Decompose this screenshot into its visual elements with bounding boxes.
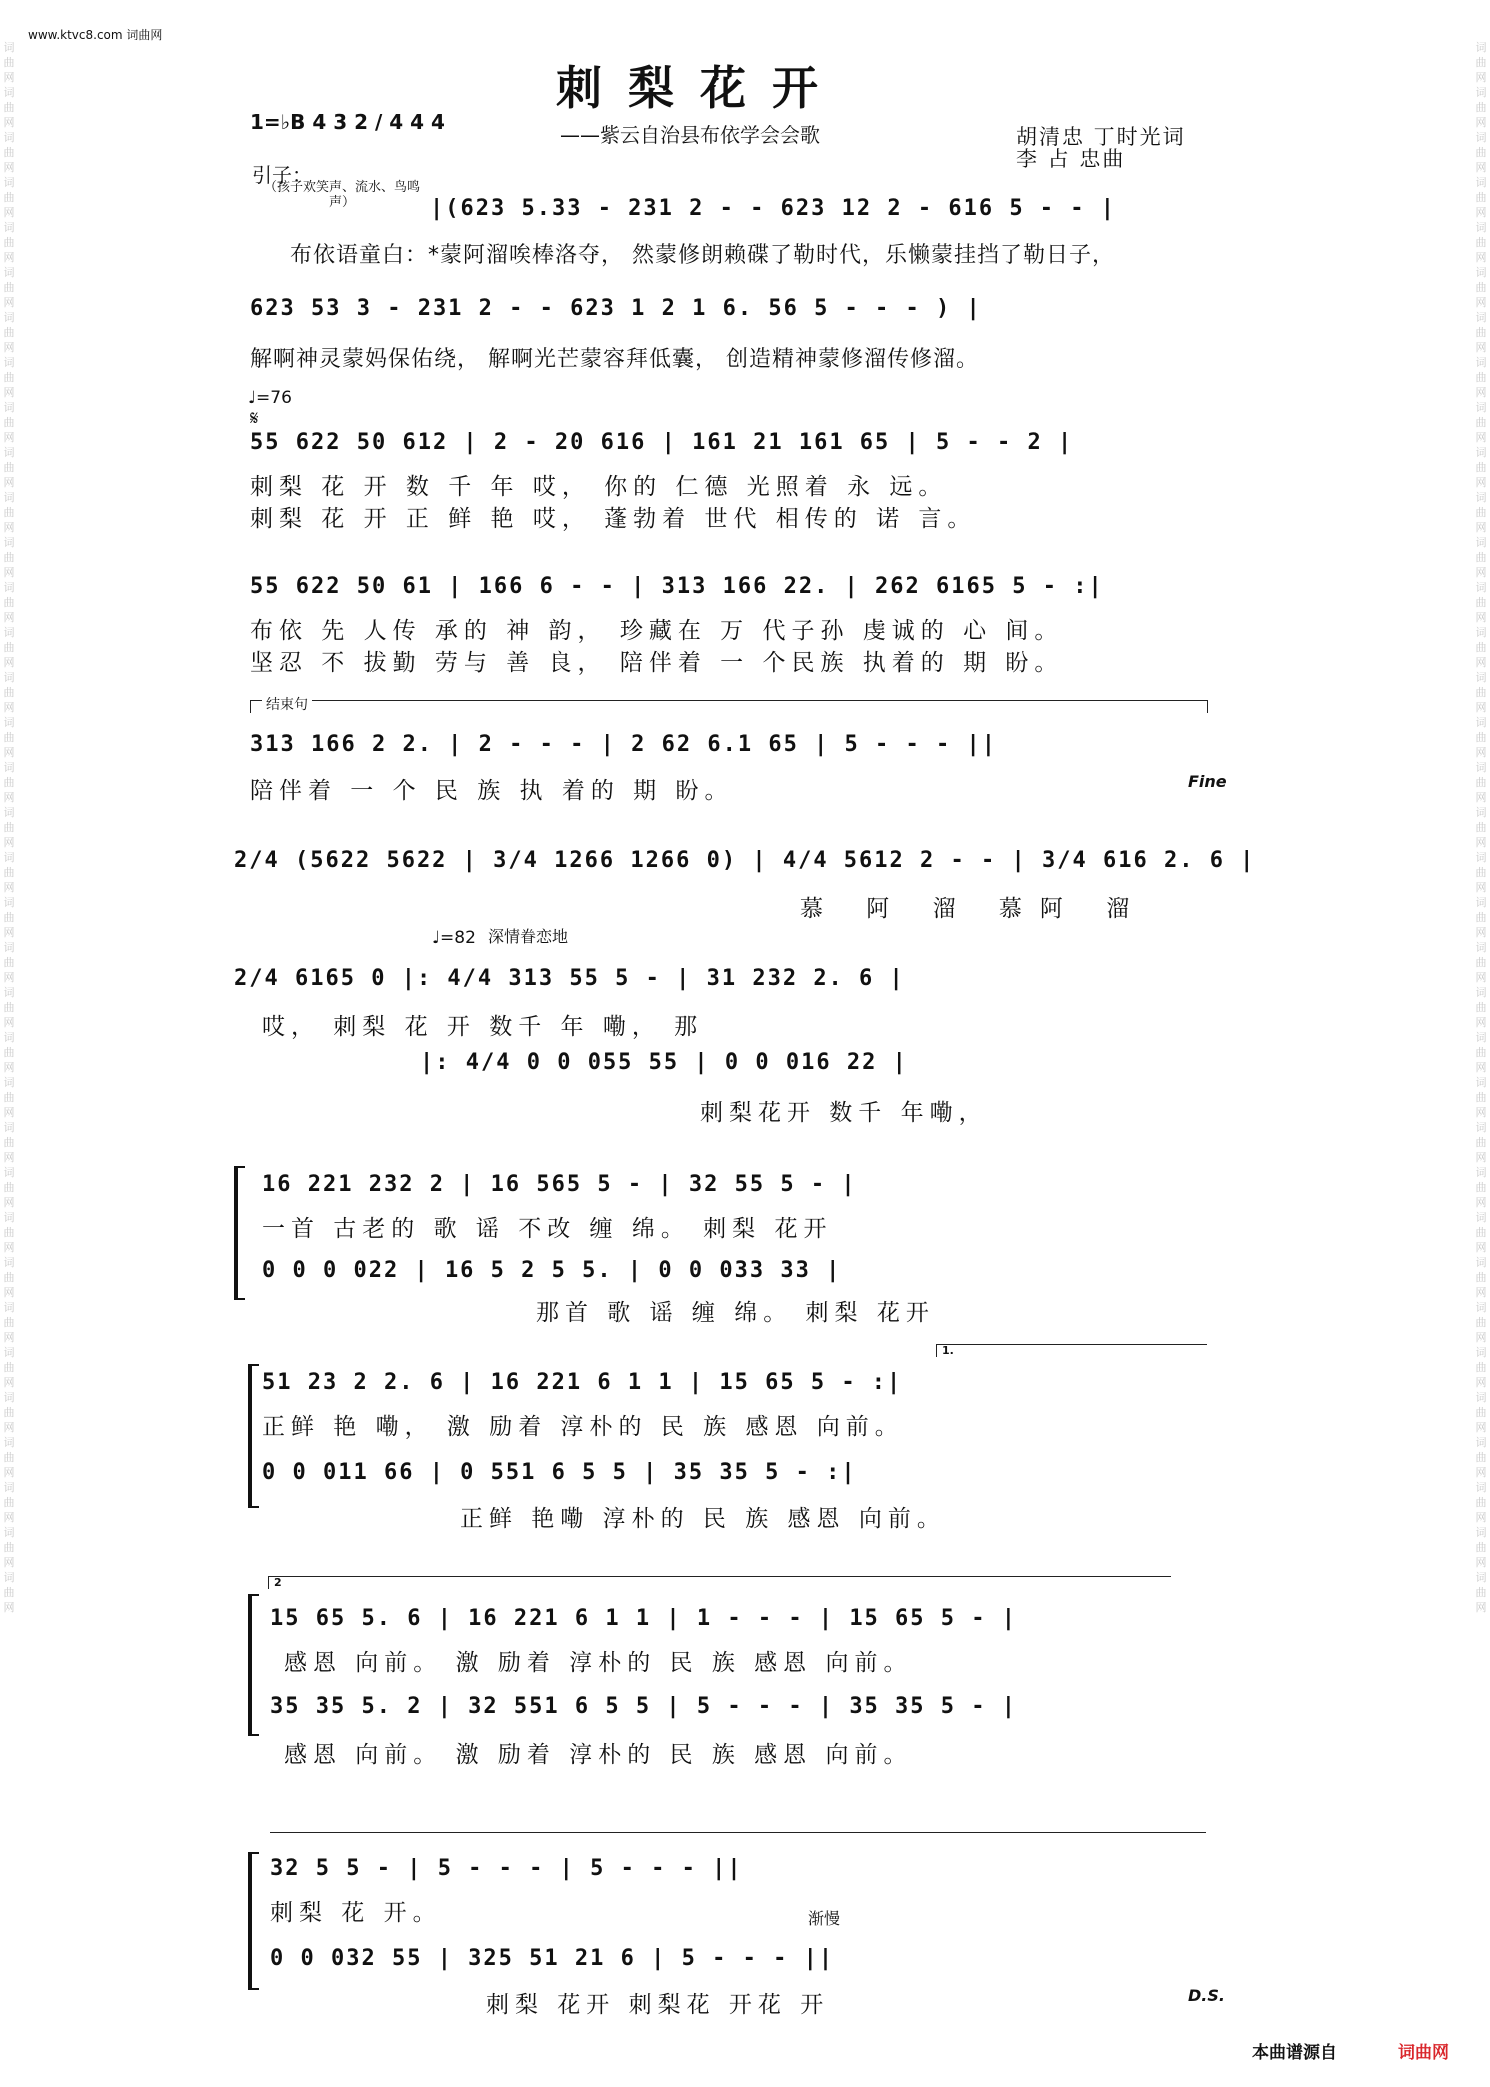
fine-marking: Fine — [1188, 772, 1227, 791]
footer-site[interactable]: 词曲网 — [1398, 2043, 1449, 2063]
music-row-3: 55 622 50 612 | 2 - 20 616 | 161 21 161 65 | 5 - - 2 | — [250, 430, 1074, 455]
music-row-2: 623 53 3 - 231 2 - - 623 1 2 1 6. 56 5 - - - ) | — [250, 296, 982, 321]
volta-1-bracket — [936, 1344, 1207, 1357]
lyric-row-4a: 布依 先 人传 承的 神 韵， 珍藏在 万 代子孙 虔诚的 心 间。 — [250, 618, 1064, 644]
intro-sound-note: （孩子欢笑声、流水、鸟鸣声） — [263, 180, 420, 210]
composer-credit: 李 占 忠曲 — [1016, 147, 1126, 171]
tempo-marking-2: ♩=82 — [432, 928, 476, 948]
music-row-11b: 0 0 032 55 | 325 51 21 6 | 5 - - - || — [270, 1946, 835, 1971]
segno-sign: 𝄋 — [250, 406, 259, 430]
music-row-6: 2/4 (5622 5622 | 3/4 1266 1266 0) | 4/4 5612 2 - - | 3/4 616 2. 6 | — [234, 848, 1256, 873]
system-bracket-8 — [234, 1166, 245, 1300]
volta-2-label: 2 — [274, 1576, 282, 1589]
volta-2-bracket — [268, 1576, 1171, 1589]
system-bracket-11 — [248, 1852, 259, 1990]
lyric-row-10b: 感恩 向前。 激 励着 淳朴的 民 族 感恩 向前。 — [284, 1742, 913, 1768]
lyric-row-2: 解啊神灵蒙妈保佑绕， 解啊光芒蒙容拜低囊， 创造精神蒙修溜传修溜。 — [250, 347, 979, 372]
music-row-5: 313 166 2 2. | 2 - - - | 2 62 6.1 65 | 5 - - - || — [250, 732, 998, 757]
music-row-7b: |: 4/4 0 0 055 55 | 0 0 016 22 | — [420, 1050, 908, 1075]
ending-label: 结束句 — [262, 694, 312, 714]
music-row-10: 15 65 5. 6 | 16 221 6 1 1 | 1 - - - | 15 65 5 - | — [270, 1606, 1018, 1631]
intro-label: 引子： — [252, 163, 312, 187]
song-title: 刺梨花开 — [556, 61, 844, 115]
lyric-row-6: 慕 阿 溜 慕阿 溜 — [800, 896, 1148, 922]
lyric-row-9b: 正鲜 艳嘞 淳朴的 民 族 感恩 向前。 — [460, 1506, 946, 1532]
ending-bracket — [250, 700, 1208, 713]
music-row-1: |(623 5.33 - 231 2 - - 623 12 2 - 616 5 - - | — [430, 196, 1117, 221]
lyric-row-4b: 坚忍 不 拔勤 劳与 善 良， 陪伴着 一 个民族 执着的 期 盼。 — [250, 650, 1064, 676]
lyric-row-5: 陪伴着 一 个 民 族 执 着的 期 盼。 — [250, 778, 734, 804]
ds-marking: D.S. — [1188, 1986, 1225, 2005]
site-header: www.ktvc8.com 词曲网 — [28, 28, 163, 42]
lyric-row-8b: 那首 歌 谣 缠 绵。 刺梨 花开 — [536, 1300, 935, 1326]
expression-marking: 深情眷恋地 — [488, 927, 569, 946]
lyricist-credit: 胡清忠 丁时光词 — [1016, 125, 1186, 149]
system-bracket-9 — [248, 1364, 259, 1508]
volta-1-label: 1. — [942, 1344, 954, 1357]
lyric-row-3a: 刺梨 花 开 数 千 年 哎， 你的 仁德 光照着 永 远。 — [250, 474, 948, 500]
lyric-row-9a: 正鲜 艳 嘞， 激 励着 淳朴的 民 族 感恩 向前。 — [262, 1414, 904, 1440]
music-row-9: 51 23 2 2. 6 | 16 221 6 1 1 | 15 65 5 - :| — [262, 1370, 903, 1395]
system-bracket-10 — [248, 1594, 259, 1736]
slur-line — [270, 1832, 1206, 1833]
subtitle: ——紫云自治县布依学会会歌 — [560, 123, 820, 147]
music-row-4: 55 622 50 61 | 166 6 - - | 313 166 22. | 262 6165 5 - :| — [250, 574, 1104, 599]
side-watermark-left: 词曲网词曲网词曲网词曲网词曲网词曲网词曲网词曲网词曲网词曲网词曲网词曲网词曲网词曲网词曲网词曲网词曲网词曲网词曲网词曲网词曲网词曲网词曲网词曲网词曲网词曲网词曲网词曲网词曲网词曲网词曲网词曲网词曲网词曲网词曲网 — [3, 41, 15, 1614]
key-signature: 1=♭B 4 3 2 / 4 4 4 — [250, 110, 445, 134]
music-row-7: 2/4 6165 0 |: 4/4 313 55 5 - | 31 232 2. 6 | — [234, 966, 905, 991]
music-row-11: 32 5 5 - | 5 - - - | 5 - - - || — [270, 1856, 743, 1881]
lyric-row-11a: 刺梨 花 开。 — [270, 1900, 442, 1926]
lyric-row-7b: 刺梨花开 数千 年嘞， — [700, 1100, 988, 1126]
lyric-row-10a: 感恩 向前。 激 励着 淳朴的 民 族 感恩 向前。 — [284, 1650, 913, 1676]
tempo-marking-1: ♩=76 — [248, 388, 292, 408]
lyric-row-1: 布依语童白：*蒙阿溜唉棒洛夺， 然蒙修朗赖碟了勒时代，乐懒蒙挂挡了勒日子， — [290, 243, 1115, 268]
lyric-row-11b: 刺梨 花开 刺梨花 开花 开 — [486, 1992, 830, 2018]
music-row-8: 16 221 232 2 | 16 565 5 - | 32 55 5 - | — [262, 1172, 857, 1197]
ritardando-marking: 渐慢 — [808, 1909, 841, 1928]
music-row-8b: 0 0 0 022 | 16 5 2 5 5. | 0 0 033 33 | — [262, 1258, 842, 1283]
footer-source: 本曲谱源自 — [1252, 2043, 1337, 2063]
lyric-row-8a: 一首 古老的 歌 谣 不改 缠 绵。 刺梨 花开 — [262, 1216, 833, 1242]
lyric-row-7a: 哎， 刺梨 花 开 数千 年 嘞， 那 — [262, 1014, 704, 1040]
music-row-10b: 35 35 5. 2 | 32 551 6 5 5 | 5 - - - | 35 35 5 - | — [270, 1694, 1018, 1719]
side-watermark-right: 词曲网词曲网词曲网词曲网词曲网词曲网词曲网词曲网词曲网词曲网词曲网词曲网词曲网词曲网词曲网词曲网词曲网词曲网词曲网词曲网词曲网词曲网词曲网词曲网词曲网词曲网词曲网词曲网词曲网词曲网词曲网词曲网词曲网词曲网词曲网 — [1475, 41, 1487, 1614]
lyric-row-3b: 刺梨 花 开 正 鲜 艳 哎， 蓬勃着 世代 相传的 诺 言。 — [250, 506, 977, 532]
music-row-9b: 0 0 011 66 | 0 551 6 5 5 | 35 35 5 - :| — [262, 1460, 857, 1485]
